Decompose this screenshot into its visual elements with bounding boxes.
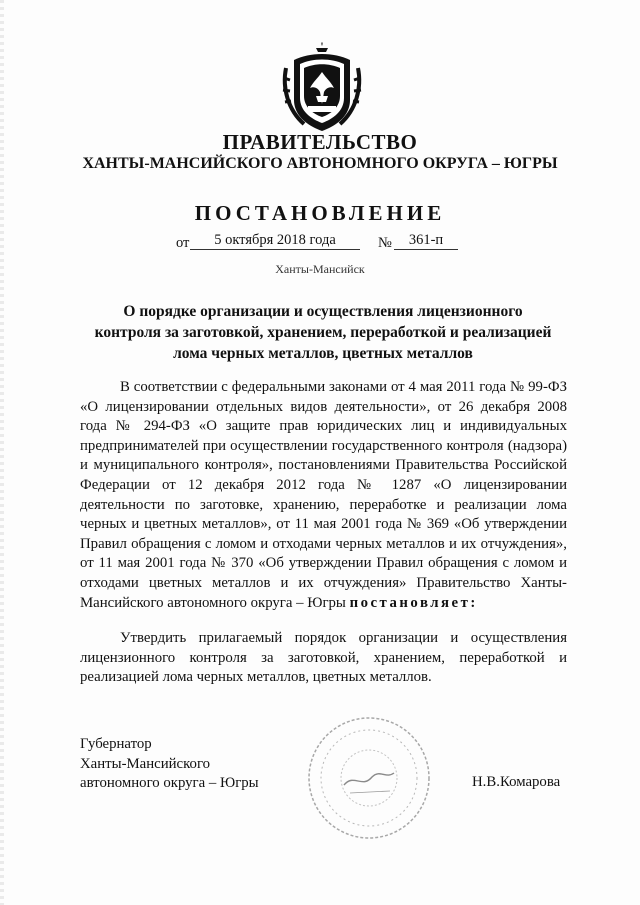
resolution-paragraph: Утвердить прилагаемый порядок организации и осуществления лицензионного контроля за заготовкой, хранением, переработкой и реализацией лома черных металлов, цветных металлов.	[80, 630, 567, 686]
signatory-line-1: Губернатор	[80, 736, 152, 752]
signatory-line-2: Ханты-Мансийского	[80, 755, 211, 772]
number-label: №	[378, 235, 392, 251]
document-subject: О порядке организации и осуществления лицензионного контроля за заготовкой, хранением, переработкой и реализацией лома черных металлов, цветных металлов	[94, 303, 552, 362]
document-date: 5 октября 2018 года	[190, 232, 360, 250]
body-paragraph-text: В соответствии с федеральными законами от 4 мая 2011 года № 99-ФЗ «О лицензировании отдельных видов деятельности», от 26 декабря 2008 года № 294-ФЗ «О защите прав юридических лиц и индивидуальных предпринимателей при осуществлении государственного контроля (надзора) и муниципального контроля», постановлениями Правительства Российской Федерации от 12 декабря 2012 года № 1287 «О лицензировании деятельности по заготовке, хранению, переработке и реализации лома черных и цветных металлов», от 11 мая 2001 года № 369 «Об утверждении Правил обращения с ломом и отходами черных металлов и их отчуждения», от 11 мая 2001 года № 370 «Об утверждении Правил обращения с ломом и отходами цветных металлов и их отчуждения» Правительство Ханты-Мансийского автономного округа – Югры	[80, 379, 567, 611]
government-title: ПРАВИТЕЛЬСТВО	[222, 130, 418, 154]
document-number: 361-п	[394, 232, 458, 250]
body-paragraph	[80, 378, 567, 613]
decree-word: постановляет:	[349, 594, 478, 611]
signatory-name: Н.В.Комарова	[472, 774, 561, 790]
city: Ханты-Мансийск	[275, 262, 365, 276]
coat-of-arms-icon	[280, 38, 364, 134]
signatory-line-3: автономного округа – Югры	[80, 775, 259, 792]
signatory-title	[80, 735, 259, 794]
region-title: ХАНТЫ-МАНСИЙСКОГО АВТОНОМНОГО ОКРУГА – ЮГРЫ	[82, 155, 558, 172]
document-type: ПОСТАНОВЛЕНИЕ	[194, 201, 446, 225]
official-stamp-icon	[304, 713, 434, 843]
from-label: от	[176, 235, 190, 251]
